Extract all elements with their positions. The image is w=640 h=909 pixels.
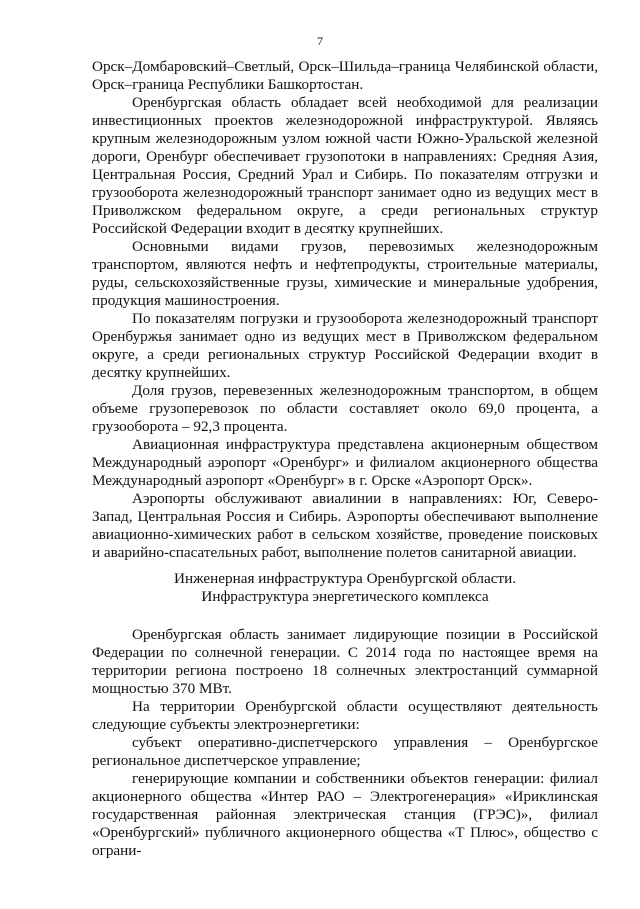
paragraph: субъект оперативно-диспетчерского управления – Оренбургское региональное диспетчерское управление; <box>92 734 598 769</box>
paragraph: Авиационная инфраструктура представлена акционерным обществом Международный аэропорт «Оренбург» и филиалом акционерного общества Международный аэропорт «Оренбург» в г. Орске «Аэропорт Орск». <box>92 436 598 489</box>
section-heading <box>92 570 598 606</box>
paragraph: генерирующие компании и собственники объектов генерации: филиал акционерного общества «Интер РАО – Электрогенерация» «Ириклинская государственная районная электрическая станция (ГРЭС)», филиал «Оренбургский» публичного акционерного общества «Т Плюс», общество с ограни- <box>92 770 598 859</box>
body-text-block-2 <box>92 626 598 860</box>
paragraph: Основными видами грузов, перевозимых железнодорожным транспортом, являются нефть и нефтепродукты, строительные материалы, руды, сельскохозяйственные грузы, химические и минеральные удобрения, продукция машиностроения. <box>92 238 598 309</box>
paragraph: Оренбургская область занимает лидирующие позиции в Российской Федерации по солнечной генерации. С 2014 года по настоящее время на территории региона построено 18 солнечных электростанций суммарной мощностью 370 МВт. <box>92 626 598 697</box>
paragraph: Орск–Домбаровский–Светлый, Орск–Шильда–граница Челябинской области, Орск–граница Республики Башкортостан. <box>92 58 598 93</box>
paragraph: Доля грузов, перевезенных железнодорожным транспортом, в общем объеме грузоперевозок по области составляет около 69,0 процента, а грузооборота – 92,3 процента. <box>92 382 598 435</box>
page-number: 7 <box>317 34 323 48</box>
paragraph: На территории Оренбургской области осуществляют деятельность следующие субъекты электроэнергетики: <box>92 698 598 733</box>
paragraph: Оренбургская область обладает всей необходимой для реализации инвестиционных проектов железнодорожной инфраструктурой. Являясь крупным железнодорожным узлом южной части Южно-Уральской железной дороги, Оренбург обеспечивает грузопотоки в направлениях: Средняя Азия, Центральная Россия, Средний Урал и Сибирь. По показателям отгрузки и грузооборота железнодорожный транспорт занимает одно из ведущих мест в Приволжском федеральном округе, а среди региональных структур Российской Федерации входит в десятку крупнейших. <box>92 94 598 237</box>
paragraph: Аэропорты обслуживают авиалинии в направлениях: Юг, Северо-Запад, Центральная Россия и Сибирь. Аэропорты обеспечивают выполнение авиационно-химических работ в сельском хозяйстве, проведение поисковых и аварийно-спасательных работ, выполнение полетов санитарной авиации. <box>92 490 598 561</box>
paragraph: По показателям погрузки и грузооборота железнодорожный транспорт Оренбуржья занимает одно из ведущих мест в Приволжском федеральном округе, а среди региональных структур Российской Федерации входит в десятку крупнейших. <box>92 310 598 381</box>
section-heading-line-1: Инженерная инфраструктура Оренбургской области. <box>174 570 516 587</box>
section-heading-line-2: Инфраструктура энергетического комплекса <box>201 588 489 605</box>
body-text-block-1 <box>92 58 598 562</box>
